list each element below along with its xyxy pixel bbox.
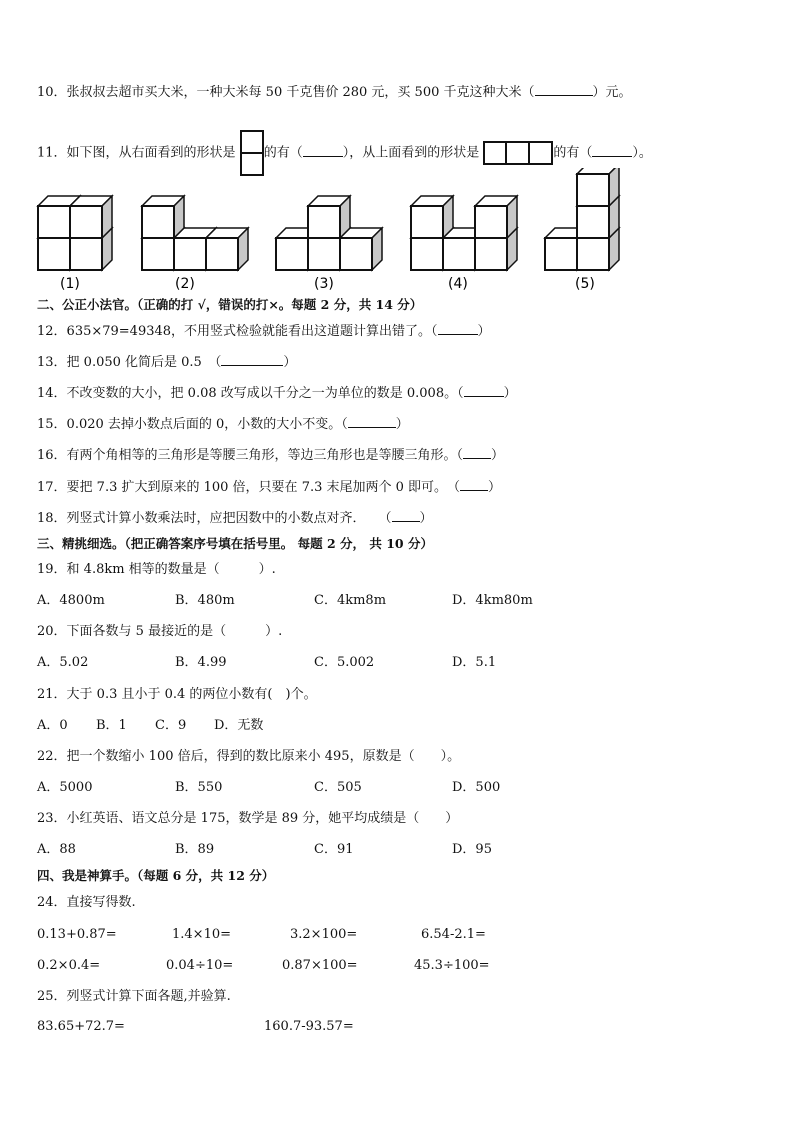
tf-question bbox=[37, 322, 491, 341]
tf-question-text: 12．635×79=49348，不用竖式检验就能看出这道题计算出错了。（ bbox=[37, 324, 438, 339]
section-3-title: 三、精挑细选。（把正确答案序号填在括号里。 每题 2 分， 共 10 分） bbox=[37, 536, 433, 551]
mc-option[interactable]: A．88 bbox=[37, 842, 76, 857]
calc-item: 0.04÷10= bbox=[166, 958, 234, 973]
figure-5 bbox=[545, 168, 619, 292]
figure-label-1: (1) bbox=[60, 276, 80, 292]
mc-option[interactable]: B．550 bbox=[175, 780, 223, 795]
top-view-shape-icon bbox=[483, 141, 553, 165]
question-10 bbox=[37, 83, 632, 102]
mc-option[interactable]: D．4km80m bbox=[452, 593, 533, 608]
mc-option[interactable]: C．5.002 bbox=[314, 655, 375, 670]
calc-item: 6.54-2.1= bbox=[421, 927, 486, 942]
mc-question: 22．把一个数缩小 100 倍后，得到的数比原来小 495，原数是（ ）。 bbox=[37, 749, 461, 764]
calc-item: 3.2×100= bbox=[290, 927, 358, 942]
mc-option[interactable]: A．5.02 bbox=[37, 655, 89, 670]
question-10-text: 10．张叔叔去超市买大米，一种大米每 50 千克售价 280 元，买 500 千克这种大米（ bbox=[37, 85, 535, 100]
figure-2 bbox=[142, 196, 248, 292]
mc-option[interactable]: C．91 bbox=[314, 842, 354, 857]
mc-option[interactable]: D．500 bbox=[452, 780, 501, 795]
calc-item: 160.7-93.57= bbox=[264, 1019, 354, 1034]
section-2-title: 二、公正小法官。（正确的打 √，错误的打×。每题 2 分，共 14 分） bbox=[37, 297, 423, 312]
mc-option[interactable]: C．505 bbox=[314, 780, 362, 795]
mc-option[interactable]: A．0 bbox=[37, 718, 68, 733]
tf-question-text: 15．0.020 去掉小数点后面的 0，小数的大小不变。（ bbox=[37, 417, 348, 432]
mc-option[interactable]: A．4800m bbox=[37, 593, 105, 608]
mc-option[interactable]: C．9 bbox=[155, 718, 187, 733]
tf-question-end: ） bbox=[491, 448, 505, 463]
calc-item: 83.65+72.7= bbox=[37, 1019, 125, 1034]
figure-label-3: (3) bbox=[314, 276, 334, 292]
calc-item: 1.4×10= bbox=[172, 927, 232, 942]
tf-answer-blank[interactable] bbox=[460, 478, 488, 491]
tf-question bbox=[37, 446, 504, 465]
tf-question-end: ） bbox=[503, 386, 517, 401]
tf-question-text: 14．不改变数的大小，把 0.08 改写成以千分之一为单位的数是 0.008。（ bbox=[37, 386, 464, 401]
section-4-title: 四、我是神算手。（每题 6 分，共 12 分） bbox=[37, 868, 275, 883]
tf-question-text: 18．列竖式计算小数乘法时，应把因数中的小数点对齐． （ bbox=[37, 511, 392, 526]
cube-figures bbox=[30, 168, 630, 298]
tf-question-end: ） bbox=[477, 324, 491, 339]
mc-option[interactable]: D．无数 bbox=[214, 718, 264, 733]
tf-answer-blank[interactable] bbox=[463, 446, 491, 459]
tf-question bbox=[37, 384, 517, 403]
question-10-end: ）元。 bbox=[592, 85, 632, 100]
calc-item: 0.13+0.87= bbox=[37, 927, 117, 942]
mc-option[interactable]: B．480m bbox=[175, 593, 235, 608]
mc-question: 23．小红英语、语文总分是 175，数学是 89 分，她平均成绩是（ ） bbox=[37, 811, 459, 826]
question-11-part-d: 的有（ bbox=[553, 145, 593, 161]
mc-option[interactable]: B．1 bbox=[96, 718, 127, 733]
mc-option[interactable]: D．95 bbox=[452, 842, 492, 857]
tf-question-text: 17．要把 7.3 扩大到原来的 100 倍，只要在 7.3 末尾加两个 0 即可。 （ bbox=[37, 480, 461, 495]
figure-label-2: (2) bbox=[175, 276, 195, 292]
tf-question-text: 13．把 0.050 化简后是 0.5 （ bbox=[37, 355, 222, 370]
tf-question-text: 16．有两个角相等的三角形是等腰三角形，等边三角形也是等腰三角形。（ bbox=[37, 448, 464, 463]
mc-question: 19．和 4.8km 相等的数量是（ ）. bbox=[37, 562, 276, 577]
question-11-part-b: 的有（ bbox=[263, 145, 303, 161]
mc-option[interactable]: B．4.99 bbox=[175, 655, 227, 670]
question-11-part-c: ），从上面看到的形状是 bbox=[342, 145, 480, 161]
figure-label-5: (5) bbox=[575, 276, 595, 292]
tf-answer-blank[interactable] bbox=[392, 509, 420, 522]
question-25-title: 25．列竖式计算下面各题,并验算. bbox=[37, 989, 231, 1004]
tf-answer-blank[interactable] bbox=[221, 353, 283, 366]
figure-4 bbox=[411, 196, 517, 292]
mc-option[interactable]: D．5.1 bbox=[452, 655, 497, 670]
calc-item: 45.3÷100= bbox=[414, 958, 490, 973]
question-24-title: 24．直接写得数. bbox=[37, 895, 136, 910]
tf-question-end: ） bbox=[419, 511, 433, 526]
question-11-part-e: ）。 bbox=[632, 145, 652, 161]
tf-answer-blank[interactable] bbox=[438, 322, 478, 335]
tf-answer-blank[interactable] bbox=[464, 384, 504, 397]
answer-blank-11b[interactable] bbox=[592, 144, 632, 157]
tf-answer-blank[interactable] bbox=[348, 415, 396, 428]
tf-question-end: ） bbox=[488, 480, 502, 495]
mc-option[interactable]: C．4km8m bbox=[314, 593, 387, 608]
mc-question: 20．下面各数与 5 最接近的是（ ）. bbox=[37, 624, 283, 639]
calc-item: 0.2×0.4= bbox=[37, 958, 101, 973]
figure-3 bbox=[276, 196, 382, 292]
tf-question bbox=[37, 415, 409, 434]
answer-blank-11a[interactable] bbox=[303, 144, 343, 157]
tf-question-end: ） bbox=[283, 355, 297, 370]
figure-label-4: (4) bbox=[448, 276, 468, 292]
answer-blank-10[interactable] bbox=[535, 83, 593, 96]
tf-question-end: ） bbox=[395, 417, 409, 432]
question-11-part-a: 11．如下图，从右面看到的形状是 bbox=[37, 145, 236, 161]
tf-question bbox=[37, 478, 501, 497]
mc-option[interactable]: A．5000 bbox=[37, 780, 93, 795]
mc-question: 21．大于 0.3 且小于 0.4 的两位小数有( )个。 bbox=[37, 687, 317, 702]
mc-option[interactable]: B．89 bbox=[175, 842, 215, 857]
tf-question bbox=[37, 509, 433, 528]
figure-1 bbox=[38, 196, 112, 292]
calc-item: 0.87×100= bbox=[282, 958, 358, 973]
tf-question bbox=[37, 353, 296, 372]
